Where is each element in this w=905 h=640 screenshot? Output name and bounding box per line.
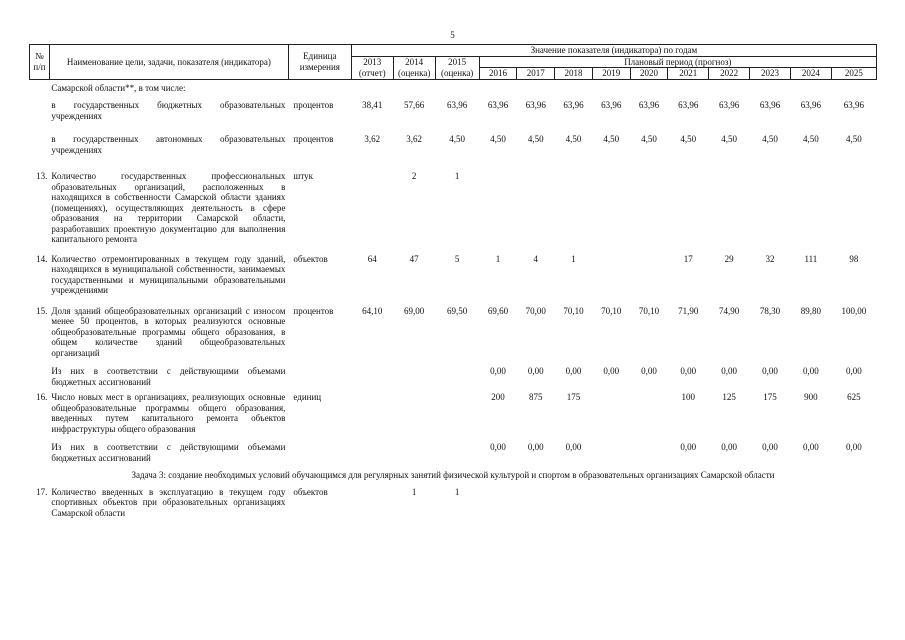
value-cell: [630, 484, 668, 521]
value-cell: 0,00: [762, 442, 778, 452]
value-cell: [668, 79, 709, 97]
value-cell: [517, 79, 555, 97]
value-cell: [393, 79, 435, 97]
row-number: [30, 79, 50, 97]
value-cell: 0,00: [565, 442, 582, 452]
value-cell: 0,00: [603, 366, 620, 376]
value-cell: [630, 440, 668, 467]
value-cell: 70,10: [563, 305, 584, 316]
header-year: 2019: [592, 68, 630, 80]
value-cell: [831, 484, 876, 521]
value-cell: [351, 364, 393, 390]
value-cell: [831, 79, 876, 97]
value-cell: [630, 79, 668, 97]
value-cell: [435, 79, 479, 97]
value-cell: [351, 169, 393, 253]
table-row: [30, 253, 877, 304]
value-cell: [435, 390, 479, 440]
value-cell: 4,50: [490, 134, 506, 144]
value-cell: [668, 484, 709, 521]
value-cell: 64: [367, 253, 377, 264]
table-row: [30, 169, 877, 253]
value-cell: 4,50: [680, 134, 697, 144]
value-cell: [790, 79, 831, 97]
value-cell: 38,41: [362, 100, 383, 110]
header-year: 2024: [790, 68, 831, 80]
value-cell: 0,00: [490, 442, 506, 452]
indicator-name: Из них в соответствии с действующими объемами бюджетных ассигнований: [51, 366, 286, 387]
value-cell: 63,96: [843, 100, 865, 110]
value-cell: [750, 484, 791, 521]
value-cell: 3,62: [364, 134, 381, 144]
value-cell: 4,50: [527, 134, 544, 144]
value-cell: [351, 79, 393, 97]
table-row: [30, 484, 877, 521]
value-cell: 875: [528, 392, 543, 402]
value-cell: 100,00: [841, 305, 867, 316]
value-cell: [479, 169, 517, 253]
value-cell: 63,96: [638, 100, 660, 110]
value-cell: 98: [849, 253, 859, 264]
value-cell: 74,90: [719, 305, 740, 316]
value-cell: 63,96: [601, 100, 622, 110]
header-values-group: Значение показателя (индикатора) по годам: [351, 45, 876, 57]
value-cell: 175: [763, 392, 777, 402]
row-number: [30, 97, 50, 133]
value-cell: [517, 484, 555, 521]
indicator-name: в государственных бюджетных образовательных учреждениях: [51, 100, 286, 121]
value-cell: 17: [683, 253, 693, 264]
header-year: 2022: [709, 68, 750, 80]
value-cell: 4,50: [449, 134, 465, 144]
value-cell: 1: [454, 486, 460, 497]
row-number: 16.: [36, 392, 48, 402]
indicator-name: Количество отремонтированных в текущем году зданий, находящихся в муниципальной собственности, занимаемых государственными и муниципальными образовательными учреждениями: [51, 253, 286, 295]
value-cell: 0,00: [721, 366, 737, 376]
value-cell: 57,66: [404, 100, 425, 110]
value-cell: [393, 440, 435, 467]
header-year: 2021: [668, 68, 709, 80]
header-unit: Единица измерения: [288, 45, 351, 80]
task-row: [30, 467, 877, 484]
value-cell: 175: [566, 392, 581, 402]
unit-cell: [288, 79, 351, 97]
value-cell: 4,50: [641, 134, 657, 144]
value-cell: [517, 169, 555, 253]
indicator-name: Число новых мест в организациях, реализующих основные общеобразовательные программы общего образования, введенных путем капитального ремонта объектов инфраструктуры общего образования: [51, 392, 286, 434]
value-cell: [351, 390, 393, 440]
indicator-name: Количество введенных в эксплуатацию в текущем году спортивных объектов при образовательных организациях Самарской области: [51, 486, 286, 518]
value-cell: 625: [847, 392, 861, 402]
header-year: 2016: [479, 68, 517, 80]
value-cell: 0,00: [803, 442, 819, 452]
value-cell: 0,00: [527, 366, 544, 376]
value-cell: 4,50: [721, 134, 737, 144]
value-cell: 0,00: [490, 366, 506, 376]
unit-cell: штук: [293, 171, 314, 181]
header-2013: 2013 (отчет): [351, 56, 393, 79]
value-cell: [555, 484, 593, 521]
value-cell: [393, 390, 435, 440]
table-row: [30, 440, 877, 467]
table-row: [30, 79, 877, 97]
unit-cell: объектов: [293, 486, 328, 497]
value-cell: 4,50: [762, 134, 778, 144]
header-plan-group: Плановый период (прогноз): [479, 56, 876, 68]
table-row: [30, 364, 877, 390]
value-cell: [479, 79, 517, 97]
value-cell: 0,00: [721, 442, 737, 452]
row-number: [30, 440, 50, 467]
task-3-title: Задача 3: создание необходимых условий обучающимся для регулярных занятий физической культурой и спортом в образовательных организациях Самарской области: [131, 470, 775, 480]
value-cell: 63,96: [678, 100, 699, 110]
indicators-table: [29, 44, 877, 520]
value-cell: 100: [681, 392, 695, 402]
unit-cell: [288, 364, 351, 390]
value-cell: 63,96: [563, 100, 584, 110]
value-cell: [435, 364, 479, 390]
value-cell: [709, 79, 750, 97]
value-cell: 69,00: [404, 305, 425, 316]
value-cell: [592, 484, 630, 521]
value-cell: [393, 364, 435, 390]
table-header: [30, 45, 877, 80]
value-cell: 71,90: [678, 305, 699, 316]
value-cell: 47: [409, 253, 419, 264]
value-cell: 111: [804, 253, 818, 264]
value-cell: 1: [454, 171, 460, 181]
value-cell: 32: [765, 253, 775, 264]
page-number: 5: [450, 30, 455, 40]
unit-cell: [288, 440, 351, 467]
value-cell: [479, 484, 517, 521]
value-cell: 1: [571, 253, 576, 264]
value-cell: 4,50: [603, 134, 620, 144]
value-cell: 1: [411, 486, 417, 497]
value-cell: 125: [722, 392, 736, 402]
indicator-name: Доля зданий общеобразовательных организаций с износом менее 50 процентов, в которых реализуются основные общеобразовательные программы общего образования, в общем количестве зданий общеобразовательных организаций: [51, 305, 286, 358]
value-cell: [351, 484, 393, 521]
table-body: [30, 79, 877, 520]
value-cell: 63,96: [759, 100, 781, 110]
header-year: 2025: [831, 68, 876, 80]
row-number: [30, 133, 50, 169]
value-cell: [435, 440, 479, 467]
value-cell: [555, 79, 593, 97]
value-cell: 0,00: [565, 366, 582, 376]
value-cell: [630, 253, 668, 304]
header-2015: 2015 (оценка): [435, 56, 479, 79]
value-cell: 63,96: [525, 100, 546, 110]
value-cell: [630, 390, 668, 440]
value-cell: 70,10: [638, 305, 660, 316]
row-number: 13.: [36, 171, 48, 181]
value-cell: 63,96: [447, 100, 468, 110]
value-cell: [592, 169, 630, 253]
value-cell: [555, 169, 593, 253]
table-row: [30, 133, 877, 169]
value-cell: 1: [495, 253, 501, 264]
table-row: [30, 97, 877, 133]
header-name: Наименование цели, задачи, показателя (индикатора): [49, 45, 288, 80]
value-cell: 4,50: [565, 134, 582, 144]
value-cell: 89,80: [800, 305, 821, 316]
value-cell: [592, 253, 630, 304]
value-cell: 69,50: [447, 305, 468, 316]
value-cell: 0,00: [846, 442, 862, 452]
table-row: [30, 390, 877, 440]
unit-cell: объектов: [293, 253, 328, 264]
value-cell: 0,00: [680, 442, 697, 452]
header-year: 2023: [750, 68, 791, 80]
row-number: 17.: [36, 486, 48, 497]
value-cell: [592, 440, 630, 467]
value-cell: 4,50: [846, 134, 862, 144]
value-cell: [709, 484, 750, 521]
value-cell: [750, 79, 791, 97]
indicator-name: в государственных автономных образовательных учреждениях: [51, 134, 286, 155]
row-number: 14.: [36, 253, 48, 264]
indicator-name: Количество государственных профессиональных образовательных организаций, расположенных в находящихся в собственности Самарской области зданиях (помещениях), осуществляющих деятельность в сфере образования на территории Самарской области, разработавших проектную документацию для выполнения капитального ремонта: [51, 171, 286, 244]
unit-cell: единиц: [293, 392, 322, 402]
header-num: № п/п: [30, 45, 50, 80]
header-year: 2017: [517, 68, 555, 80]
value-cell: [831, 169, 876, 253]
value-cell: 0,00: [846, 366, 862, 376]
value-cell: [790, 169, 831, 253]
indicator-name: Из них в соответствии с действующими объемами бюджетных ассигнований: [51, 442, 286, 463]
value-cell: [750, 169, 791, 253]
value-cell: 64,10: [362, 305, 383, 316]
table-row: [30, 304, 877, 365]
value-cell: 29: [724, 253, 734, 264]
value-cell: 70,10: [601, 305, 622, 316]
value-cell: [592, 390, 630, 440]
value-cell: 0,00: [641, 366, 657, 376]
value-cell: 900: [804, 392, 818, 402]
indicator-name: Самарской области**, в том числе:: [51, 82, 186, 93]
value-cell: 3,62: [406, 134, 423, 144]
header-year: 2020: [630, 68, 668, 80]
value-cell: 0,00: [527, 442, 544, 452]
header-2014: 2014 (оценка): [393, 56, 435, 79]
value-cell: 0,00: [680, 366, 697, 376]
value-cell: [592, 79, 630, 97]
header-year: 2018: [555, 68, 593, 80]
row-number: [30, 364, 50, 390]
unit-cell: процентов: [293, 100, 334, 110]
value-cell: [351, 440, 393, 467]
value-cell: 0,00: [762, 366, 778, 376]
value-cell: 63,96: [800, 100, 821, 110]
value-cell: [668, 169, 709, 253]
value-cell: 0,00: [803, 366, 819, 376]
value-cell: 78,30: [759, 305, 781, 316]
value-cell: 63,96: [719, 100, 740, 110]
unit-cell: процентов: [293, 305, 334, 316]
unit-cell: процентов: [293, 134, 334, 144]
value-cell: [630, 169, 668, 253]
value-cell: 200: [491, 392, 505, 402]
value-cell: [790, 484, 831, 521]
value-cell: 2: [411, 171, 417, 181]
value-cell: 4,50: [803, 134, 819, 144]
row-number: 15.: [36, 305, 48, 316]
value-cell: 63,96: [487, 100, 509, 110]
value-cell: 5: [454, 253, 460, 264]
value-cell: [709, 169, 750, 253]
value-cell: 69,60: [487, 305, 509, 316]
value-cell: 4: [533, 253, 538, 264]
value-cell: 70,00: [525, 305, 546, 316]
